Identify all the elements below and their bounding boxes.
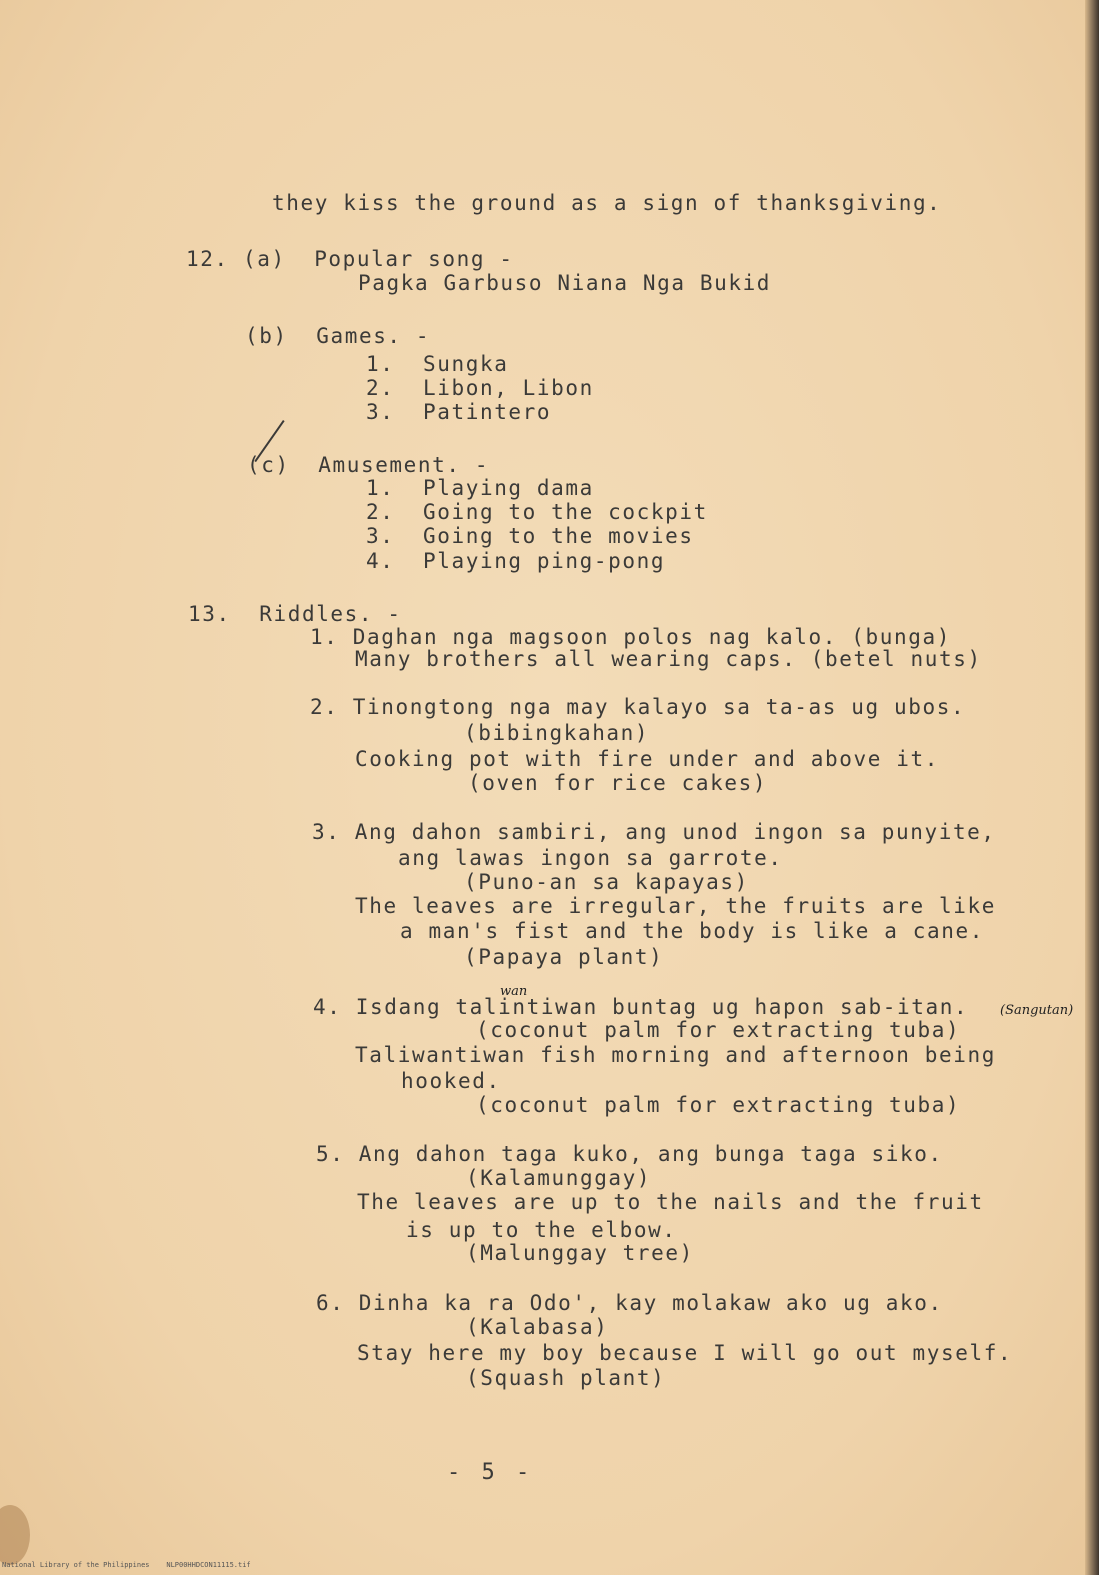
- riddle-line: 3. Ang dahon sambiri, ang unod ingon sa punyite,: [312, 820, 996, 844]
- riddle-line: 6. Dinha ka ra Odo', kay molakaw ako ug ako.: [316, 1291, 943, 1315]
- riddle-translation: hooked.: [401, 1069, 501, 1093]
- riddle-translation: Stay here my boy because I will go out myself.: [357, 1341, 1013, 1365]
- list-item: 1. Sungka: [366, 352, 509, 376]
- riddle-answer: (bibingkahan): [464, 721, 650, 745]
- riddle-answer: (Papaya plant): [464, 945, 664, 969]
- section-12b-heading: (b) Games. -: [245, 324, 431, 348]
- list-item: 3. Patintero: [366, 400, 552, 424]
- riddle-translation: Cooking pot with fire under and above it.: [355, 747, 939, 771]
- riddle-answer: (Kalabasa): [466, 1315, 609, 1339]
- riddle-line: 4. Isdang talintiwan buntag ug hapon sab-itan.: [313, 995, 969, 1019]
- riddle-translation: The leaves are up to the nails and the fruit: [357, 1190, 984, 1214]
- section-13-heading: 13. Riddles. -: [188, 602, 402, 626]
- riddle-answer: (Malunggay tree): [466, 1241, 694, 1265]
- riddle-translation: is up to the elbow.: [406, 1218, 677, 1242]
- page-number: - 5 -: [447, 1460, 534, 1485]
- list-item: 3. Going to the movies: [366, 524, 694, 548]
- riddle-answer: (Kalamunggay): [466, 1166, 652, 1190]
- list-item: 1. Playing dama: [366, 476, 594, 500]
- riddle-translation: Many brothers all wearing caps. (betel nuts): [355, 647, 982, 671]
- riddle-answer: (Puno-an sa kapayas): [464, 870, 749, 894]
- riddle-line: 1. Daghan nga magsoon polos nag kalo. (bunga): [310, 625, 951, 649]
- page-edge-shadow: [1085, 0, 1099, 1575]
- handwritten-insert: wan: [500, 984, 528, 999]
- list-item: 2. Libon, Libon: [366, 376, 594, 400]
- riddle-line: 5. Ang dahon taga kuko, ang bunga taga siko.: [316, 1142, 943, 1166]
- riddle-answer: (coconut palm for extracting tuba): [476, 1093, 961, 1117]
- riddle-line: ang lawas ingon sa garrote.: [398, 846, 783, 870]
- section-12c-heading: (c) Amusement. -: [247, 453, 490, 477]
- riddle-translation: Taliwantiwan fish morning and afternoon being: [355, 1043, 996, 1067]
- text-line: they kiss the ground as a sign of thanksgiving.: [272, 191, 942, 215]
- archive-footer: National Library of the Philippines NLP00HHDCON11115.tif: [2, 1561, 251, 1569]
- riddle-translation: a man's fist and the body is like a cane.: [400, 919, 984, 943]
- list-item: 4. Playing ping-pong: [366, 549, 666, 573]
- riddle-answer: (oven for rice cakes): [468, 771, 768, 795]
- list-item: 2. Going to the cockpit: [366, 500, 708, 524]
- riddle-answer: (Squash plant): [466, 1366, 666, 1390]
- riddle-line: 2. Tinongtong nga may kalayo sa ta-as ug ubos.: [310, 695, 966, 719]
- riddle-answer: (coconut palm for extracting tuba): [476, 1018, 961, 1042]
- riddle-translation: The leaves are irregular, the fruits are like: [355, 894, 996, 918]
- song-title: Pagka Garbuso Niana Nga Bukid: [358, 271, 772, 295]
- paper-stain: [0, 1505, 30, 1565]
- handwritten-note: (Sangutan): [1000, 1003, 1074, 1018]
- section-12a-heading: 12. (a) Popular song -: [186, 247, 514, 271]
